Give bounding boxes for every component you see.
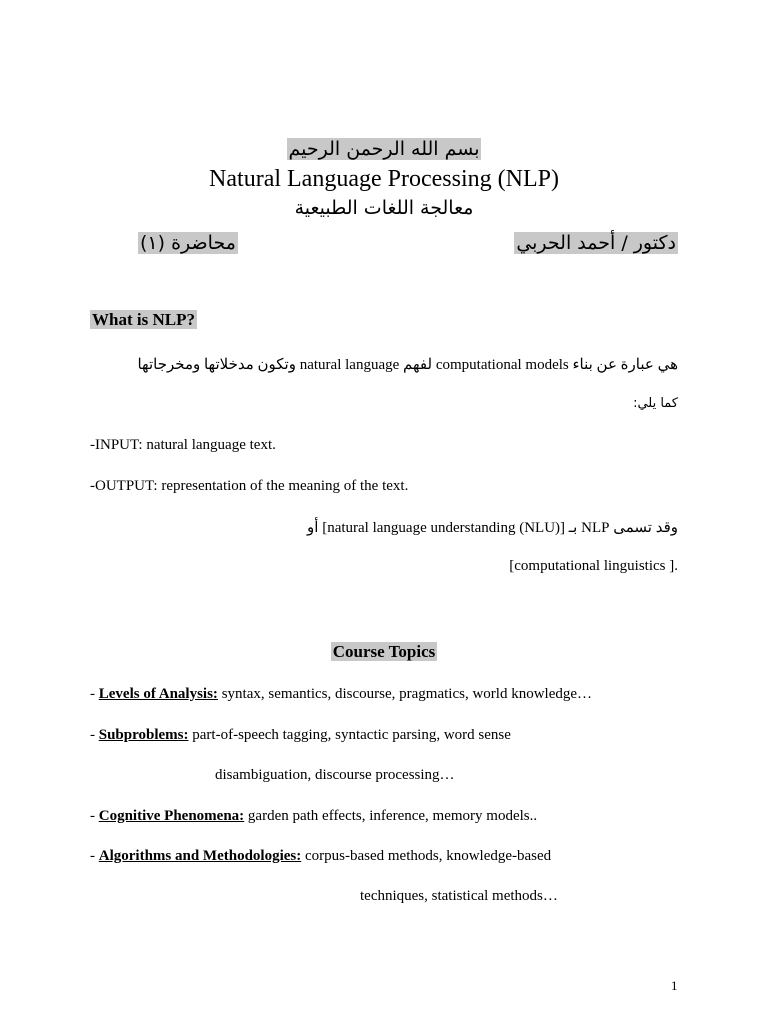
course-topics-heading: Course Topics (332, 642, 436, 661)
basmala: بسم الله الرحمن الرحيم (288, 138, 480, 160)
topic-desc: corpus-based methods, knowledge-based (301, 848, 552, 864)
topic-continuation: disambiguation, discourse processing… (215, 767, 455, 783)
topic-dash: - (90, 848, 99, 864)
topic-desc: part-of-speech tagging, syntactic parsing, word sense (188, 727, 511, 743)
what-is-nlp-heading: What is NLP? (92, 310, 195, 329)
course-topics-heading-line (0, 642, 768, 662)
nlp-definition: هي عبارة عن بناء computational models لفهم natural language وتكون مدخلاتها ومخرجاتها (137, 357, 678, 373)
topic-desc: syntax, semantics, discourse, pragmatics, world knowledge… (217, 686, 593, 702)
topic-dash: - (90, 686, 99, 702)
topic-dash: - (90, 727, 99, 743)
output-line: -OUTPUT: representation of the meaning of the text. (90, 478, 409, 494)
doctor-name: دكتور / أحمد الحربي (516, 232, 676, 254)
topic-item (90, 727, 511, 744)
title-arabic: معالجة اللغات الطبيعية (294, 197, 474, 219)
topic-term: Cognitive Phenomena: (98, 808, 245, 824)
title-english: Natural Language Processing (NLP) (209, 166, 559, 192)
input-line: -INPUT: natural language text. (90, 437, 276, 453)
topic-item (90, 686, 592, 703)
topic-term: Algorithms and Methodologies: (98, 848, 302, 864)
topic-term: Subproblems: (98, 727, 189, 743)
basmala-line (0, 138, 768, 160)
page-number: 1 (671, 978, 678, 993)
topic-term: Levels of Analysis: (98, 686, 218, 702)
also-called-line: وقد تسمى NLP بـ [natural language understanding (NLU)] أو (307, 520, 678, 536)
lecture-line (138, 232, 238, 254)
topic-item (90, 808, 537, 825)
doctor-line (514, 232, 678, 254)
topic-item (90, 848, 551, 865)
topic-dash: - (90, 808, 99, 824)
lecture-number: محاضرة (١) (140, 232, 236, 254)
section-heading-what-is-nlp (90, 310, 197, 330)
as-follows: كما يلي: (633, 396, 678, 411)
topic-desc: garden path effects, inference, memory models.. (244, 808, 538, 824)
computational-linguistics-line: [computational linguistics ]. (509, 558, 678, 574)
topic-continuation: techniques, statistical methods… (360, 888, 558, 904)
